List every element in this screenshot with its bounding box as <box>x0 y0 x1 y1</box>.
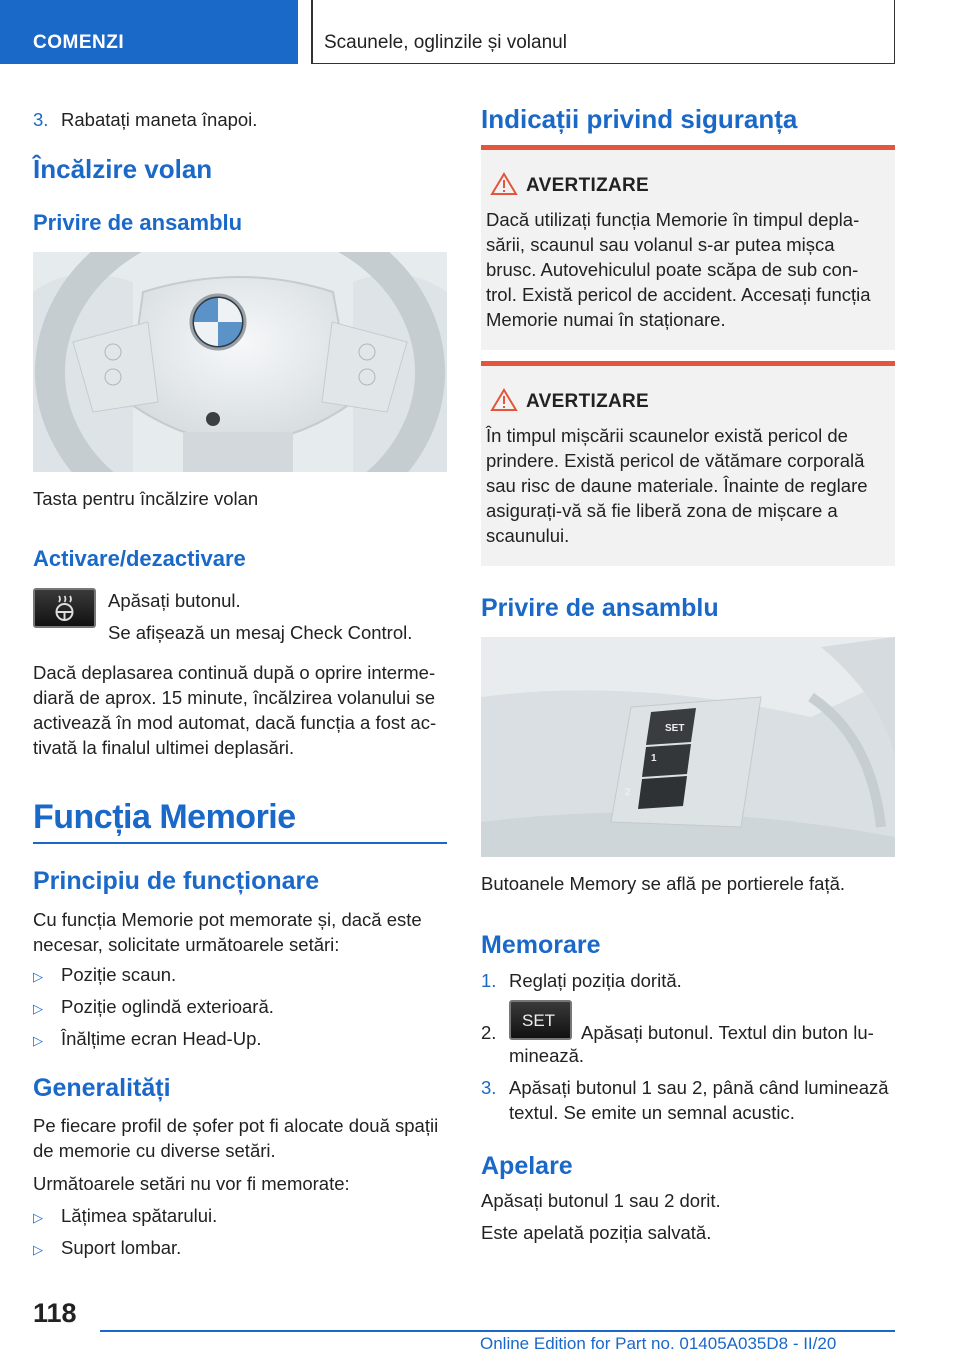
warning-triangle-icon <box>490 172 518 196</box>
paragraph-line: brusc. Autovehiculul poate scăpa de sub con- <box>486 259 859 280</box>
warning-text <box>486 423 896 548</box>
paragraph-line: asigurați-vă să fie liberă zona de mișcare a <box>486 500 838 521</box>
heading-overview-right: Privire de ansamblu <box>481 594 719 622</box>
step-3 <box>33 107 257 132</box>
steering-heating-button[interactable] <box>33 588 96 628</box>
paragraph-line: Memorie numai în staționare. <box>486 309 726 330</box>
list-item-text: Suport lombar. <box>61 1237 182 1258</box>
set-button[interactable] <box>509 1000 572 1040</box>
warning-box-1 <box>481 145 895 350</box>
heading-steering-heating: Încălzire volan <box>33 154 213 184</box>
warning-triangle-icon <box>490 388 518 412</box>
paragraph-line: necesar, solicitate următoarele setări: <box>33 934 340 955</box>
list-item <box>33 1026 262 1053</box>
warning-title: AVERTIZARE <box>526 391 649 412</box>
paragraph-line: sării, scaunul sau volanul s-ar putea mișca <box>486 234 835 255</box>
step-number: 3. <box>33 109 49 130</box>
paragraph-line: sau risc de daune materiale. Înainte de reglare <box>486 475 868 496</box>
list-item <box>33 994 274 1021</box>
image-caption-right: Butoanele Memory se află pe portierele față. <box>481 873 846 894</box>
list-item <box>33 1235 181 1262</box>
paragraph-line: În timpul mișcării scaunelor există pericol de <box>486 425 848 446</box>
recall-text-1: Apăsați butonul 1 sau 2 dorit. <box>481 1190 721 1211</box>
list-item <box>33 962 176 989</box>
list-item <box>33 1203 217 1230</box>
steering-heat-icon <box>35 590 94 626</box>
list-item-text: Înălțime ecran Head-Up. <box>61 1028 262 1049</box>
door-button-2-label: 2 <box>625 787 631 798</box>
triangle-bullet-icon: ▷ <box>33 1210 43 1225</box>
paragraph-line: de memorie cu diverse setări. <box>33 1140 276 1161</box>
general-paragraph <box>33 1113 453 1163</box>
store-step-1 <box>481 968 682 993</box>
not-saved-text: Următoarele setări nu vor fi memorate: <box>33 1173 350 1194</box>
triangle-bullet-icon: ▷ <box>33 1242 43 1257</box>
image-caption-left: Tasta pentru încălzire volan <box>33 488 259 509</box>
list-item-text: Poziție oglindă exterioară. <box>61 996 274 1017</box>
paragraph-line: trol. Există pericol de accident. Accesați funcția <box>486 284 871 305</box>
paragraph-line: tivată la finalul ultimei deplasări. <box>33 737 295 758</box>
edition-link[interactable]: Online Edition for Part no. 01405A035D8 - II/20 <box>480 1334 837 1353</box>
steering-wheel-image <box>33 252 447 472</box>
continue-paragraph <box>33 660 453 760</box>
step-number: 3. <box>481 1077 497 1098</box>
chapter-title: Scaunele, oglinzile și volanul <box>311 0 895 64</box>
warning-title: AVERTIZARE <box>526 175 649 196</box>
store-step-3-cont: textul. Se emite un semnal acustic. <box>509 1102 795 1123</box>
warning-box-2 <box>481 361 895 566</box>
page-number: 118 <box>33 1298 77 1328</box>
paragraph-line: Cu funcția Memorie pot memorate și, dacă este <box>33 909 422 930</box>
heading-store: Memorare <box>481 931 601 959</box>
store-step-3 <box>481 1075 889 1100</box>
paragraph-line: Pe fiecare profil de șofer pot fi alocate două spații <box>33 1115 439 1136</box>
warning-text <box>486 207 896 332</box>
door-button-1-label: 1 <box>651 753 657 764</box>
list-item-text: Lățimea spătarului. <box>61 1205 218 1226</box>
paragraph-line: prindere. Există pericol de vătămare corporală <box>486 450 865 471</box>
heading-safety: Indicații privind siguranța <box>481 104 798 134</box>
paragraph-line: scaunului. <box>486 525 570 546</box>
heading-general: Generalități <box>33 1074 171 1102</box>
triangle-bullet-icon: ▷ <box>33 969 43 984</box>
step-number: 1. <box>481 970 497 991</box>
step-text: Apăsați butonul 1 sau 2, până când luminează <box>509 1077 889 1098</box>
heading-overview-left: Privire de ansamblu <box>33 210 243 235</box>
footer-rule <box>100 1330 895 1332</box>
triangle-bullet-icon: ▷ <box>33 1001 43 1016</box>
press-button-text: Apăsați butonul. <box>108 590 241 611</box>
list-item-text: Poziție scaun. <box>61 964 177 985</box>
paragraph-line: Dacă deplasarea continuă după o oprire interme- <box>33 662 436 683</box>
heading-memory-function: Funcția Memorie <box>33 798 296 836</box>
set-button-label: SET <box>522 1011 556 1030</box>
heading-rule <box>33 842 447 844</box>
store-step-2-cont: minează. <box>509 1045 585 1066</box>
store-step-2-number: 2. <box>481 1022 497 1043</box>
heading-activate: Activare/dezactivare <box>33 546 246 571</box>
paragraph-line: diară de aprox. 15 minute, încălzirea volanului se <box>33 687 436 708</box>
door-set-label: SET <box>665 723 685 734</box>
check-control-text: Se afișează un mesaj Check Control. <box>108 622 413 643</box>
section-tab: COMENZI <box>0 0 298 64</box>
step-text: Rabatați maneta înapoi. <box>61 109 258 130</box>
recall-text-2: Este apelată poziția salvată. <box>481 1222 712 1243</box>
heading-principle: Principiu de funcționare <box>33 867 320 895</box>
door-memory-buttons-image <box>481 637 895 857</box>
store-step-2-text: Apăsați butonul. Textul din buton lu- <box>581 1022 874 1043</box>
heading-recall: Apelare <box>481 1152 573 1180</box>
triangle-bullet-icon: ▷ <box>33 1033 43 1048</box>
paragraph-line: Dacă utilizați funcția Memorie în timpul depla- <box>486 209 860 230</box>
principle-paragraph <box>33 907 453 957</box>
paragraph-line: activează în mod automat, dacă funcția a fost ac- <box>33 712 437 733</box>
step-text: Reglați poziția dorită. <box>509 970 682 991</box>
